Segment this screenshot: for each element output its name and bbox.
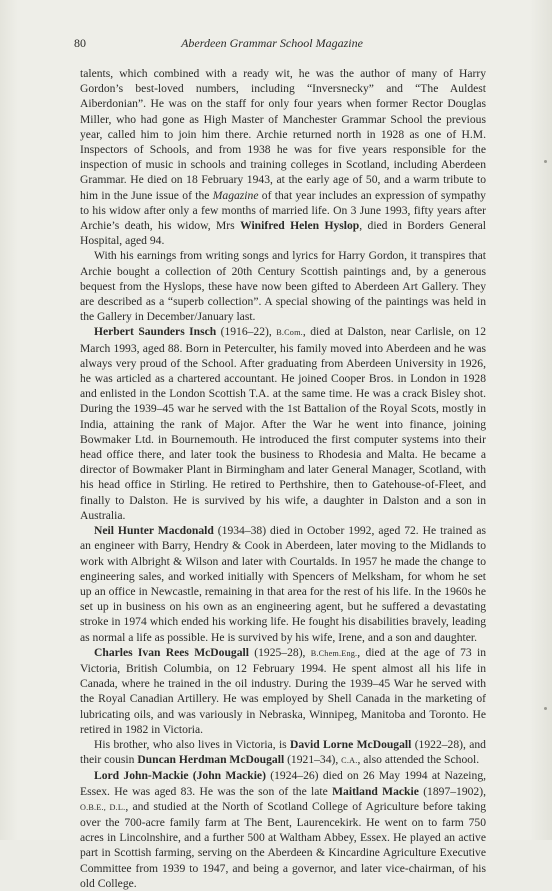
- degree: O.B.E., D.L.: [80, 802, 126, 812]
- obituary-mcdougall: Charles Ivan Rees McDougall (1925–28), B.Chem.Eng., died at the age of 73 in Victoria, British Columbia, on 12 February 1994. He spent almost all his life in Canada, where he trained in the oil industry. During the 1939–45 War he served with the Royal Canadian Artillery. He was employed by Shell Canada in the marketing of lubricating oils, and was variously in Nebraska, Winnipeg, Manitoba and Toronto. He retired in 1982 in Victoria.: [80, 645, 487, 736]
- paragraph-hyslop-continued: talents, which combined with a ready wit, he was the author of many of Harry Gordon’s best-loved numbers, including “Inversnecky” and “The Auldest Aiberdonian”. He was on the staff for only four years when former Rector Douglas Miller, who had gone as High Master of Manchester Grammar School the previous year, called him to join him there. Archie returned north in 1928 as one of H.M. Inspectors of Schools, and from 1938 he was for five years responsible for the inspection of music in schools and training colleges in Scotland, including Aberdeen Grammar. He died on 18 February 1943, at the early age of 50, and a warm tribute to him in the June issue of the Magazine of that year includes an expression of sympathy to his widow after only a few months of married life. On 3 June 1993, fifty years after Archie’s death, his widow, Mrs Winifred Helen Hyslop, died in Borders General Hospital, aged 94.: [80, 67, 487, 248]
- paragraph-paintings: With his earnings from writing songs and lyrics for Harry Gordon, it transpires that Archie bought a collection of 20th Century Scottish paintings and, by a generous bequest from the Hyslops, these have now been gifted to Aberdeen Art Gallery. They are described as a “superb collection”. A special showing of the paintings was held in the Gallery in December/January last.: [80, 249, 486, 324]
- margin-speck: [544, 707, 547, 710]
- person-name: Neil Hunter Macdonald: [94, 524, 214, 538]
- article-body: [80, 66, 486, 891]
- degree: B.Com.: [276, 328, 303, 338]
- page-header: [74, 36, 470, 54]
- page-number: 80: [74, 36, 86, 50]
- degree: C.A.: [341, 756, 358, 766]
- person-name: Winifred Helen Hyslop: [240, 219, 360, 233]
- person-name: Lord John-Mackie (John Mackie): [94, 769, 266, 783]
- person-name: Charles Ivan Rees McDougall: [94, 645, 249, 659]
- obituary-insch: Herbert Saunders Insch (1916–22), B.Com., died at Dalston, near Carlisle, on 12 March 1993, aged 88. Born in Peterculter, his family moved into Aberdeen and he was always very proud of the School. After graduating from Aberdeen University in 1926, he was articled as a chartered accountant. He joined Cooper Bros. in London in 1928 and enlisted in the London Scottish T.A. at the same time. He was a crack Bisley shot. During the 1939–45 war he served with the 1st Battalion of the Royal Scots, mostly in India, attaining the rank of Major. After the War he went into finance, joining Bowmaker Ltd. in Bournemouth. He introduced the first computer systems into their head office there, and later took the business to Rhodesia and Malta. He became a director of Bowmaker Plant in Birmingham and later General Manager, Scotland, with his head office in Stirling. He retired to Perthshire, then to Gatehouse-of-Fleet, and finally to Dalston. He is survived by his wife, a daughter in Dalston and a son in Australia.: [80, 325, 487, 522]
- magazine-title: Magazine: [212, 188, 259, 202]
- degree: B.Chem.Eng.: [310, 648, 358, 658]
- obituary-macdonald: Neil Hunter Macdonald (1934–38) died in October 1992, aged 72. He trained as an engineer with Barry, Hendry & Cook in Aberdeen, later moving to the Midlands to work with Albright & Wilson and later with Courtalds. In 1957 he made the change to engineering sales, and worked initially with Spencers of Melksham, for whom he set up an office in Newcastle, remaining in that area for the rest of his life. In the 1960s he set up in business on his own as an engineering agent, but he suffered a devastating stroke in 1974 which ended his working life. He fought his disabilities bravely, leading as normal a life as possible. He is survived by his wife, Irene, and a son and daughter.: [80, 524, 486, 644]
- person-name: Herbert Saunders Insch: [94, 325, 217, 339]
- running-title: Aberdeen Grammar School Magazine: [181, 36, 363, 50]
- margin-speck: [544, 160, 547, 163]
- person-name: Maitland Mackie: [332, 784, 419, 798]
- person-name: Duncan Herdman McDougall: [137, 753, 285, 767]
- obituary-john-mackie: Lord John-Mackie (John Mackie) (1924–26) died on 26 May 1994 at Nazeing, Essex. He was aged 83. He was the son of the late Maitland Mackie (1897–1902), O.B.E., D.L., and studied at the North of Scotland College of Agriculture before taking over the 700-acre family farm at The Bent, Laurencekirk. He went on to farm 750 acres in Lincolnshire, and a further 500 at Waltham Abbey, Essex. He played an active part in Scottish farming, serving on the Aberdeen & Kincardine Agriculture Executive Committee from 1939 to 1947, and being a governor, and later vice-chairman, of his old College.: [80, 769, 487, 890]
- paragraph-mcdougall-relatives: His brother, who also lives in Victoria, is David Lorne McDougall (1922–28), and their cousin Duncan Herdman McDougall (1921–34), C.A., also attended the School.: [80, 737, 486, 767]
- person-name: David Lorne McDougall: [290, 737, 412, 751]
